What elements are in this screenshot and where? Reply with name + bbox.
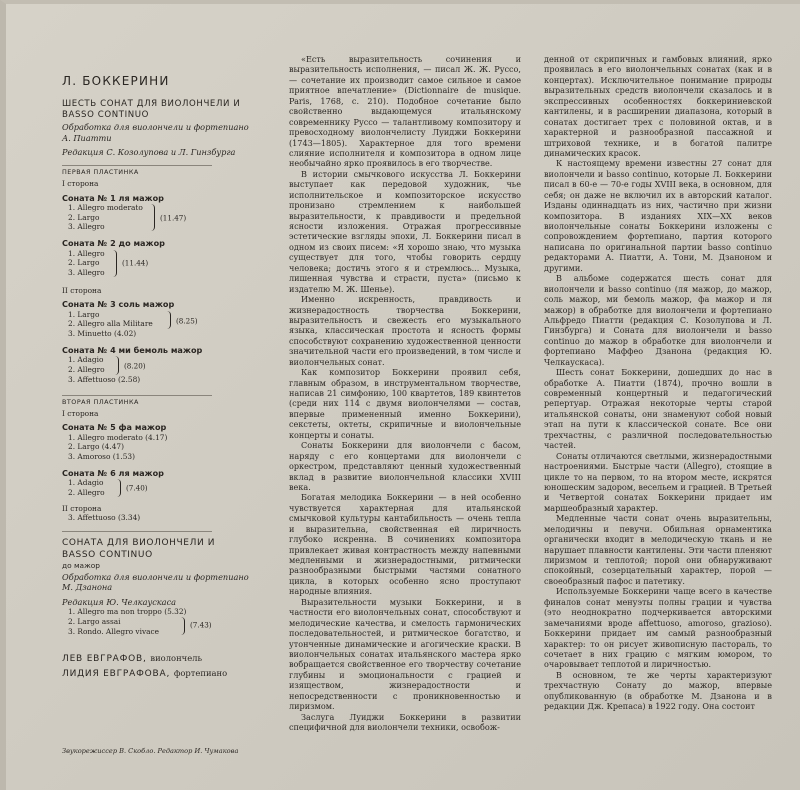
divider (62, 531, 212, 532)
sonata-4-movements: 1. Adagio 2. Allegro 3. Affettuoso (2.58) (8.20) (68, 355, 146, 384)
sonata-1-movements: 1. Allegro moderato 2. Largo 3. Allegro (11.47) (68, 202, 187, 232)
side-4-label: II сторона (62, 503, 102, 513)
sonata-3-movements: 1. Largo 2. Allegro alla Militare 3. Minuetto (4.02) (8.25) (68, 309, 198, 339)
sonata-2-title: Соната № 2 до мажор (62, 238, 165, 249)
paragraph: В основном, те же черты характеризуют трехчастную Сонату до мажор, впервые опубликованную (в обработке М. Дзанона и в редакции Дж. Крепаса) в 1922 году. Она состоит (544, 669, 772, 712)
paragraph: Сонаты отличаются светлыми, жизнерадостными настроениями. Быстрые части (Allegro), стоящие в цикле то на первом, то на втором месте, искрятся юношеским задором, весельем и грацией. В Третьей и Четвертой сонатах Боккерини придает им маршеобразный характер. (544, 450, 772, 513)
sonata-6-final-movement: 3. Affettuoso (3.34) (68, 513, 141, 523)
paragraph: Заслуга Луиджи Боккерини в развитии специфичной для виолончели техники, освобож- (289, 711, 521, 732)
record-2-label: ВТОРАЯ ПЛАСТИНКА (62, 395, 212, 406)
brace (68, 356, 119, 374)
editors-note: Редакция С. Козолупова и Л. Гинзбурга (62, 147, 236, 158)
paragraph: денной от скрипичных и гамбовых влияний, ярко проявилась в его виолончельных сонатах (как и в концертах). Исключительное понимание природы выразительных средств виолончели сказалось и в экспрессивных особенностях боккериниевской кантилены, и в расширении диапазона, который в сонатах достигает трех с половиной октав, и в характерной и разнообразной пассажной и штриховой технике, и в богатой палитре динамических красок. (544, 54, 772, 158)
sonata-5-movements: 1. Allegro moderato (4.17) 2. Largo (4.47) 3. Amoroso (1.53) (68, 432, 168, 462)
duration: (8.20) (124, 361, 146, 371)
arrangement-note: Обработка для виолончели и фортепиано А. Пиатти (62, 122, 249, 143)
paragraph: Медленные части сонат очень выразительны, мелодичны и певучи. Обильная орнаментика органически входит в мелодическую ткань и не нарушает плавности кантилены. Эти части пленяют лиризмом и теплотой; порой они обнаруживают спокойный, созерцательный характер, порой — своеобразный пафос и патетику. (544, 513, 772, 586)
duration: (11.47) (160, 212, 187, 222)
sonata-4-title: Соната № 4 ми бемоль мажор (62, 344, 203, 355)
duration: (7.40) (126, 483, 148, 493)
paragraph: Выразительности музыки Боккерини, и в частности его виолончельных сонат, способствуют и мелодические качества, и смелость гармонических последовательностей, и ритмическое богатство, и утонченные динамические и агогические краски. В виолончельных сонатах итальянского мастера ярко вобращается свойственное его творчеству сочетание глубины и эмоциональности с грацией и изяществом, жизнерадостности и непосредственности с проникновенностью и лиризмом. (289, 596, 521, 712)
paragraph: В истории смычкового искусства Л. Боккерини выступает как передовой художник, чье исполнительское и композиторское искусство пронизано стремлением к наибольшей выразительности, к правдивости и предельной ясности изложения. Отражая прогрессивные эстетические взгляды эпохи, Л. Боккерини писал в одном из своих писем: «Я хорошо знаю, что музыка существует для того, чтобы говорить сердцу человека; достичь этого я и стремлюсь... Музыка, лишенная чувства и страсти, пуста» (письмо к издателю М. Ж. Шенье). (289, 168, 521, 294)
track-listing (62, 74, 282, 681)
performer-1: ЛЕВ ЕВГРАФОВ, виолончель (62, 653, 203, 665)
record-1-label: ПЕРВАЯ ПЛАСТИНКА (62, 165, 212, 176)
brace (68, 311, 171, 329)
composer-name: Л. БОККЕРИНИ (62, 74, 170, 88)
duration: (8.25) (176, 316, 198, 326)
paragraph: Используемые Боккерини чаще всего в качестве финалов сонат менуэты полны грации и чувства (это неоднократно подчеркивается авторскими замечаниями вроде affettuoso, amoroso, grazioso). Боккерини придает им самый разнообразный характер: то он рисует живописную пастораль, то сочетает в них грацию с мягким юмором, то очаровывает теплотой и лиричностью. (544, 586, 772, 670)
side-1-label: I сторона (62, 179, 99, 189)
sonata-3-title: Соната № 3 соль мажор (62, 299, 175, 310)
performers (62, 652, 282, 681)
brace (68, 250, 117, 277)
brace (68, 617, 185, 635)
sonata-2-movements: 1. Allegro 2. Largo 3. Allegro (11.44) (68, 248, 149, 278)
continuo-arrangement: Обработка для виолончели и фортепиано М. Дзанона (62, 571, 249, 593)
side-3-label: I сторона (62, 408, 99, 418)
duration: (7.43) (190, 620, 212, 630)
production-credits: Звукорежиссер В. Скобло. Редактор И. Чумакова (62, 747, 239, 755)
paragraph: «Есть выразительность сочинения и выразительность исполнения, — писал Ж. Ж. Руссо, — сочетание их производит самое сильное и самое приятное впечатление» (Dictionnaire de musique. Paris, 1768, с. 210). Подобное сочетание было свойственно выдающемуся итальянскому современнику Руссо — талантливому композитору и превосходному виолончелисту Луиджи Боккерини (1743—1805). Характерное для того времени слияние исполнителя и композитора в одном лице необычайно ярко проявилось в его творчестве. (289, 54, 521, 169)
sonata-1-title: Соната № 1 ля мажор (62, 192, 164, 203)
continuo-sonata-key: до мажор (62, 561, 100, 571)
performer-2: ЛИДИЯ ЕВГРАФОВА, фортепиано (62, 667, 228, 679)
sonata-6-title: Соната № 6 ля мажор (62, 467, 164, 478)
paragraph: В альбоме содержатся шесть сонат для виолончели и basso continuo (ля мажор, до мажор, соль мажор, ми бемоль мажор, фа мажор и ля мажор) в обработке для виолончели и фортепиано Альфредо Пиатти (редакция С. Козолупова и Л. Гинзбурга) и Соната для виолончели и basso continuo до мажор в обработке для виолончели и фортепиано Маффео Дзанона (редакция Ю. Челкаускаса). (544, 273, 772, 367)
essay-column-1 (289, 54, 521, 732)
brace (68, 204, 155, 231)
continuo-editor: Редакция Ю. Челкаускаса (62, 596, 177, 607)
paragraph: Богатая мелодика Боккерини — в ней особенно чувствуется характерная для итальянской смычковой культуры кантабильность — очень тепла и выразительна, свойственная ей лиричность глубоко искренна. В сочинениях композитора привлекает живая контрастность между напевными медленными и жизнерадостными, ритмически разнообразными быстрыми частями сонатного цикла, в которых особенно ясно проступают народные влияния. (289, 492, 521, 597)
continuo-sonata-title: СОНАТА ДЛЯ ВИОЛОНЧЕЛИ И BASSO CONTINUO (62, 538, 216, 560)
paragraph: Шесть сонат Боккерини, дошедших до нас в обработке А. Пиатти (1874), прочно вошли в современный концертный и педагогический репертуар. Отражая некоторые черты старой итальянской сонаты, они знаменуют собой новый этап на пути к классической сонате. Все они трехчастны, с различной последовательностью частей. (544, 367, 772, 451)
sonata-5-title: Соната № 5 фа мажор (62, 422, 167, 433)
paragraph: Как композитор Боккерини проявил себя, главным образом, в инструментальном творчестве, написав 21 симфонию, 100 квартетов, 189 квинтетов (среди них 114 с двумя виолончелями — состав, впервые примененный именно Боккерини), секстеты, октеты, скрипичные и виолончельные концерты и сонаты. (289, 367, 521, 440)
paragraph: Сонаты Боккерини для виолончели с басом, наряду с его концертами для виолончели с оркестром, представляют ценный художественный вклад в развитие виолончельной классики XVIII века. (289, 440, 521, 492)
paragraph: Именно искренность, правдивость и жизнерадостность творчества Боккерини, выразительность и свежесть его музыкального языка, классическая простота и ясность формы способствуют сохранению художественной ценности значительной части его произведений, в том числе и виолончельных сонат. (289, 294, 521, 367)
duration: (11.44) (122, 258, 149, 268)
essay-column-2 (544, 54, 772, 712)
continuo-movements: 1. Allegro ma non troppo (5.32) 2. Largo assai 3. Rondo. Allegro vivace (7.43) (68, 607, 212, 636)
brace (68, 479, 121, 497)
paragraph: К настоящему времени известны 27 сонат для виолончели и basso continuo, которые Л. Боккерини писал в 60-е — 70-е годы XVIII века, в основном, для себя; он даже не включил их в авторский каталог. Изданы одиннадцать из них, частично при жизни композитора. В изданиях XIX—XX веков виолончельные сонаты Боккерини изложены с сопровождением фортепиано, партия которого написана по оригинальной партии basso continuo редакторами А. Пиатти, А. Тони, М. Дзаноном и другими. (544, 158, 772, 273)
side-2-label: II сторона (62, 285, 102, 295)
work-title: ШЕСТЬ СОНАТ ДЛЯ ВИОЛОНЧЕЛИ И BASSO CONTINUO (62, 99, 241, 121)
sonata-6-movements: 1. Adagio 2. Allegro (7.40) (68, 478, 148, 498)
